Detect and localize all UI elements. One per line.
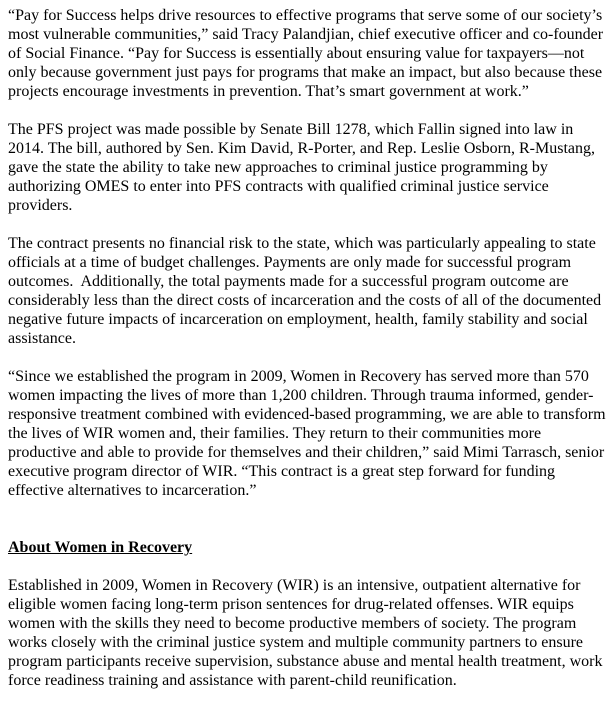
- paragraph-palandjian-quote: “Pay for Success helps drive resources to effective programs that serve some of our society’s most vulnerable communities,” said Tracy Palandjian, chief executive officer and co-founder of Social Finance. “Pay for Success is essentially about ensuring value for taxpayers—not only because government just pays for programs that make an impact, but also because these projects encourage investments in prevention. That’s smart government at work.”: [8, 7, 608, 100]
- paragraph-contract-risk: The contract presents no financial risk to the state, which was particularly appealing to state officials at a time of budget challenges. Payments are only made for successful program outcomes. Additionally, the total payments made for a successful program outcome are considerably less than the direct costs of incarceration and the costs of all of the documented negative future impacts of incarceration on employment, health, family stability and social assistance.: [8, 235, 606, 347]
- section-heading-about-women-in-recovery: About Women in Recovery: [8, 539, 193, 556]
- document-body: [8, 6, 608, 690]
- paragraph-tarrasch-quote: “Since we established the program in 2009, Women in Recovery has served more than 570 women impacting the lives of more than 1,200 children. Through trauma informed, gender-responsive treatment combined with evidenced-based programming, we are able to transform the lives of WIR women and, their families. They return to their communities more productive and able to provide for themselves and their children,” said Mimi Tarrasch, senior executive program director of WIR. “This contract is a great step forward for funding effective alternatives to incarceration.”: [8, 368, 610, 499]
- paragraph-senate-bill: The PFS project was made possible by Senate Bill 1278, which Fallin signed into law in 2014. The bill, authored by Sen. Kim David, R-Porter, and Rep. Leslie Osborn, R-Mustang, gave the state the ability to take new approaches to criminal justice programming by authorizing OMES to enter into PFS contracts with qualified criminal justice service providers.: [8, 121, 599, 214]
- paragraph-about-wir: Established in 2009, Women in Recovery (WIR) is an intensive, outpatient alternative for eligible women facing long-term prison sentences for drug-related offenses. WIR equips women with the skills they need to become productive members of society. The program works closely with the criminal justice system and multiple community partners to ensure program participants receive supervision, substance abuse and mental health treatment, work force readiness training and assistance with parent-child reunification.: [8, 577, 607, 689]
